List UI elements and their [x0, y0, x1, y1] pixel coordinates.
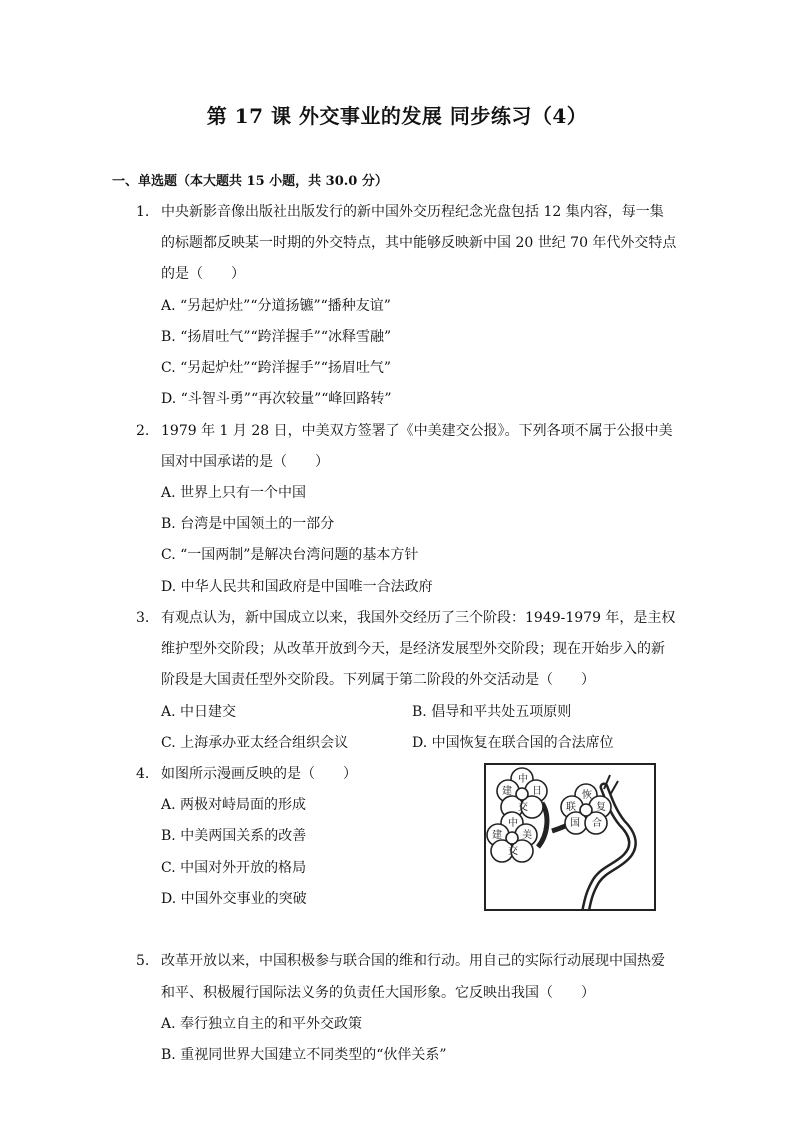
- question-3-option-d[interactable]: D. 中国恢复在联合国的合法席位: [412, 735, 614, 751]
- question-3-option-b[interactable]: B. 倡导和平共处五项原则: [412, 704, 572, 720]
- question-5-option-b[interactable]: B. 重视同世界大国建立不同类型的“伙伴关系”: [161, 1047, 447, 1063]
- question-4-option-a[interactable]: A. 两极对峙局面的形成: [161, 797, 307, 813]
- flower-top-char-1: 中: [518, 774, 528, 785]
- question-3-text-line-2: 维护型外交阶段；从改革开放到今天，是经济发展型外交阶段；现在开始步入的新: [161, 641, 665, 657]
- question-1-text-line-2: 的标题都反映某一时期的外交特点，其中能够反映新中国 20 世纪 70 年代外交特点: [161, 235, 677, 251]
- flower-right-char-3: 联: [566, 802, 576, 813]
- section-heading: 一、单选题（本大题共 15 小题，共 30.0 分）: [112, 174, 388, 189]
- question-2-option-c[interactable]: C. “一国两制”是解决台湾问题的基本方针: [161, 547, 419, 563]
- question-5-text-line-2: 和平、积极履行国际法义务的负责任大国形象。它反映出我国（ ）: [161, 985, 595, 1001]
- flower-bottom-char-3: 建: [492, 830, 502, 841]
- question-2-text-line-1: 1979 年 1 月 28 日，中美双方签署了《中美建交公报》。下列各项不属于公报中美: [161, 423, 673, 439]
- question-1-option-a[interactable]: A. “另起炉灶”“分道扬镳”“播种友谊”: [161, 298, 391, 314]
- flower-top-char-4: 交: [518, 802, 528, 813]
- question-3-number: 3.: [136, 610, 150, 626]
- question-2-option-d[interactable]: D. 中华人民共和国政府是中国唯一合法政府: [161, 579, 433, 595]
- question-3-text-line-3: 阶段是大国责任型外交阶段。下列属于第二阶段的外交活动是（ ）: [161, 672, 595, 688]
- question-1-option-d[interactable]: D. “斗智斗勇”“再次较量”“峰回路转”: [161, 391, 392, 407]
- question-1-text-line-3: 的是（ ）: [161, 266, 245, 282]
- flower-right-char-4: 合: [592, 818, 602, 829]
- question-3-option-a[interactable]: A. 中日建交: [161, 704, 237, 720]
- question-5-number: 5.: [136, 953, 150, 969]
- question-2-text-line-2: 国对中国承诺的是（ ）: [161, 454, 329, 470]
- question-2-number: 2.: [136, 423, 150, 439]
- question-4-option-b[interactable]: B. 中美两国关系的改善: [161, 828, 307, 844]
- question-3-text-line-1: 有观点认为，新中国成立以来，我国外交经历了三个阶段：1949-1979 年，是主权: [161, 610, 676, 626]
- question-1-text-line-1: 中央新影音像出版社出版发行的新中国外交历程纪念光盘包括 12 集内容，每一集: [161, 204, 664, 220]
- question-2-option-a[interactable]: A. 世界上只有一个中国: [161, 485, 307, 501]
- flower-right-char-2: 复: [596, 802, 606, 813]
- plum-branch-cartoon: [486, 765, 654, 909]
- question-5-text-line-1: 改革开放以来，中国积极参与联合国的维和行动。用自己的实际行动展现中国热爱: [161, 953, 665, 969]
- question-4-option-c[interactable]: C. 中国对外开放的格局: [161, 860, 307, 876]
- flower-right-char-1: 恢: [582, 790, 592, 801]
- question-1-number: 1.: [136, 204, 150, 220]
- question-2-option-b[interactable]: B. 台湾是中国领土的一部分: [161, 516, 335, 532]
- question-1-option-b[interactable]: B. “扬眉吐气”“跨洋握手”“冰释雪融”: [161, 329, 392, 345]
- flower-bottom-char-1: 中: [508, 818, 518, 829]
- flower-top-char-3: 建: [502, 786, 512, 797]
- flower-right-char-5: 国: [570, 818, 580, 829]
- question-1-option-c[interactable]: C. “另起炉灶”“跨洋握手”“扬眉吐气”: [161, 360, 392, 376]
- question-4-number: 4.: [136, 766, 150, 782]
- question-4-option-d[interactable]: D. 中国外交事业的突破: [161, 891, 307, 907]
- question-3-option-c[interactable]: C. 上海承办亚太经合组织会议: [161, 735, 349, 751]
- flower-bottom-char-2: 美: [522, 830, 532, 841]
- flower-top-char-2: 日: [532, 786, 542, 797]
- question-5-option-a[interactable]: A. 奉行独立自主的和平外交政策: [161, 1016, 363, 1032]
- question-4-text-line-1: 如图所示漫画反映的是（ ）: [161, 766, 357, 782]
- page-title: 第 17 课 外交事业的发展 同步练习（4）: [206, 104, 588, 128]
- flower-bottom-char-4: 交: [508, 846, 518, 857]
- cartoon-figure: [484, 763, 656, 911]
